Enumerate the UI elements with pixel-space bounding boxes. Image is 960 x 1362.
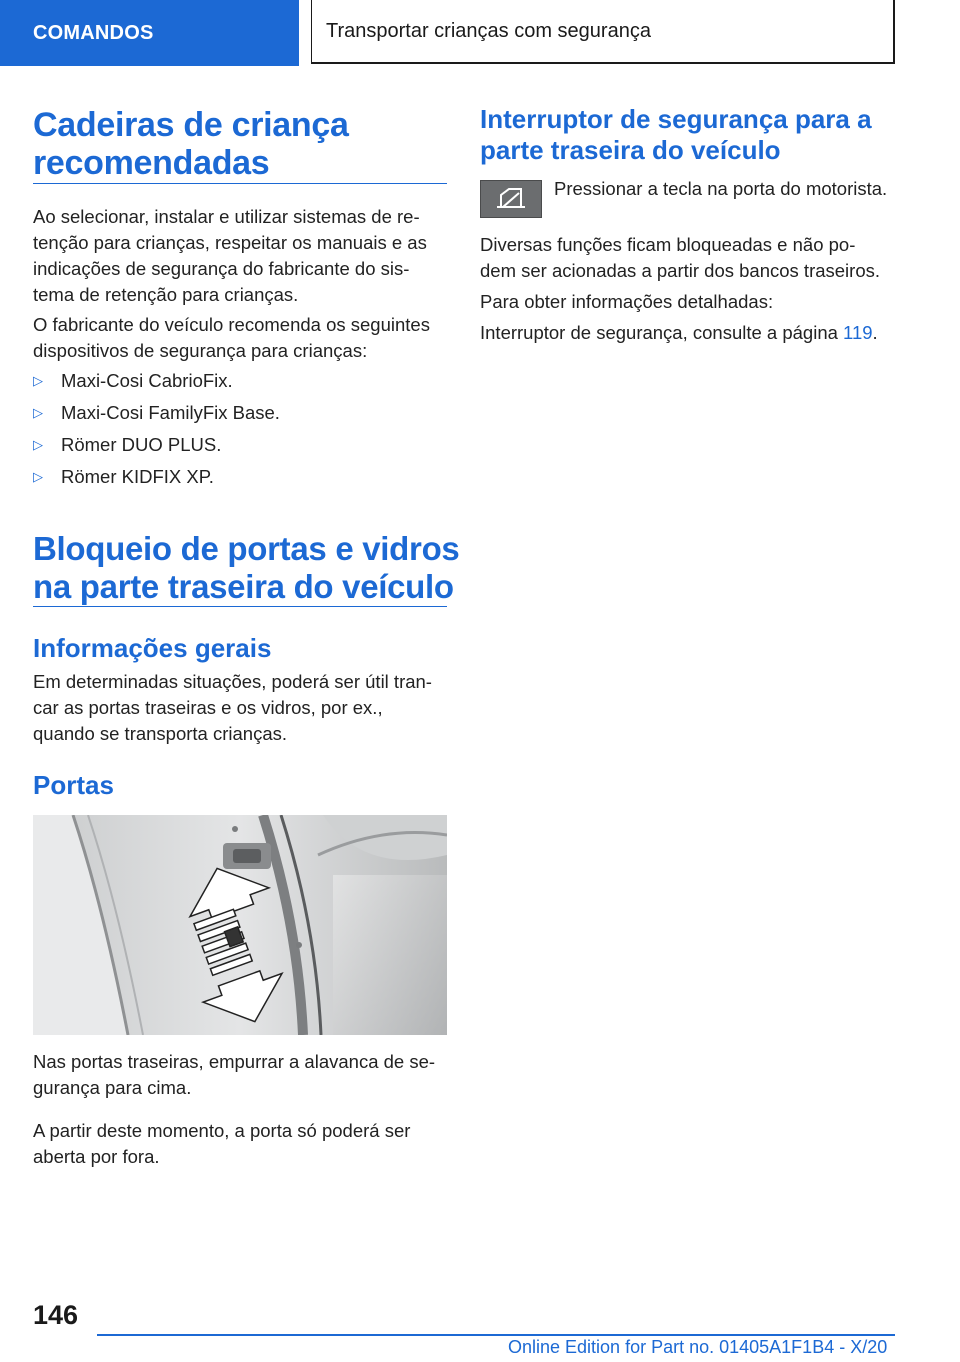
window-lock-icon-svg <box>481 181 541 217</box>
text-line: O fabricante do veículo recomenda os seguintes <box>33 314 430 335</box>
bullet-text: Maxi-Cosi FamilyFix Base. <box>61 402 280 423</box>
door-child-lock-illustration <box>33 815 447 1035</box>
text-line: quando se transporta crianças. <box>33 723 288 744</box>
text-line: Nas portas traseiras, empurrar a alavanca de se- <box>33 1051 436 1072</box>
text-line: gurança para cima. <box>33 1077 192 1098</box>
bullet-item <box>33 368 233 394</box>
title-safety-switch <box>480 104 900 166</box>
paragraph-manufacturer <box>33 312 447 364</box>
reference-end: . <box>872 322 878 343</box>
reference-text: Interruptor de segurança, consulte a página <box>480 322 844 343</box>
bullet-item <box>33 464 214 490</box>
bullet-triangle-icon: ▷ <box>33 405 43 420</box>
paragraph-door-outside <box>33 1118 447 1170</box>
bullet-item <box>33 432 221 458</box>
bullet-item <box>33 400 280 426</box>
footer-edition: Online Edition for Part no. 01405A1F1B4 - X/20 <box>508 1337 888 1357</box>
paragraph-general-info <box>33 669 447 747</box>
bullet-text: Römer KIDFIX XP. <box>61 466 214 487</box>
text-line: dispositivos de segurança para crianças: <box>33 340 368 361</box>
title-child-seats <box>33 106 447 182</box>
bullet-text: Maxi-Cosi CabrioFix. <box>61 370 233 391</box>
text-line: tema de retenção para crianças. <box>33 284 299 305</box>
title-line: Bloqueio de portas e vidros <box>33 530 460 567</box>
door-illustration-svg <box>33 815 447 1035</box>
text-line: aberta por fora. <box>33 1146 160 1167</box>
bullet-text: Römer DUO PLUS. <box>61 434 222 455</box>
text-line: indicações de segurança do fabricante do sis- <box>33 258 410 279</box>
title-line: recomendadas <box>33 144 270 182</box>
text-line: tenção para crianças, respeitar os manuais e as <box>33 232 427 253</box>
text-line: Em determinadas situações, poderá ser útil tran- <box>33 671 432 692</box>
text-line: car as portas traseiras e os vidros, por ex., <box>33 697 383 718</box>
section-tab: COMANDOS <box>0 0 299 66</box>
text-line: Diversas funções ficam bloqueadas e não po- <box>480 234 856 255</box>
paragraph-push-lever <box>33 1049 447 1101</box>
chapter-title: Transportar crianças com segurança <box>311 0 895 64</box>
title-line: Interruptor de segurança para a <box>480 104 872 134</box>
bullet-triangle-icon: ▷ <box>33 469 43 484</box>
subtitle-doors: Portas <box>33 770 114 800</box>
title-line: parte traseira do veículo <box>480 135 781 165</box>
text-line: dem ser acionadas a partir dos bancos traseiros. <box>480 260 881 281</box>
text-line: Ao selecionar, instalar e utilizar sistemas de re- <box>33 206 420 227</box>
bullet-triangle-icon: ▷ <box>33 373 43 388</box>
window-lock-icon <box>480 180 542 218</box>
title-lock-doors-windows <box>33 530 463 606</box>
paragraph-details: Para obter informações detalhadas: <box>480 291 774 312</box>
title-line: Cadeiras de criança <box>33 106 349 144</box>
page-link[interactable]: 119 <box>843 322 873 343</box>
icon-caption: Pressionar a tecla na porta do motorista. <box>554 178 888 199</box>
title-line: na parte traseira do veículo <box>33 568 454 605</box>
title-rule <box>33 183 447 184</box>
paragraph-reference <box>480 320 900 346</box>
paragraph-selection <box>33 204 447 308</box>
title-rule <box>33 606 447 607</box>
text-line: A partir deste momento, a porta só poderá ser <box>33 1120 411 1141</box>
subtitle-general-info: Informações gerais <box>33 633 272 663</box>
bullet-triangle-icon: ▷ <box>33 437 43 452</box>
page-number: 146 <box>33 1300 79 1330</box>
paragraph-functions-locked <box>480 232 900 284</box>
